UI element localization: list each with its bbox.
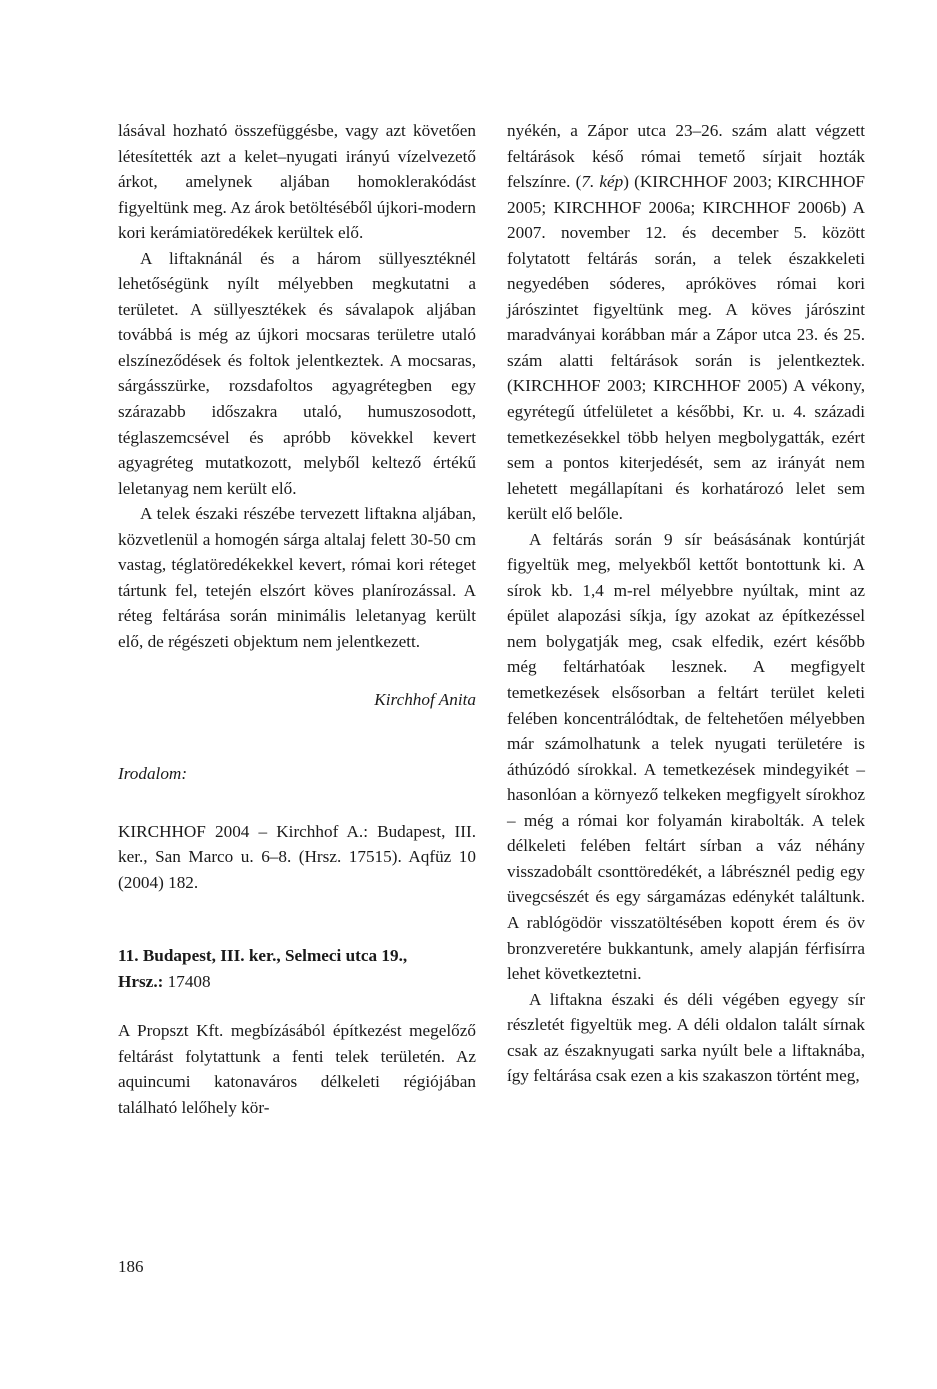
- right-column: [507, 118, 865, 1089]
- left-paragraph-2: A liftaknánál és a három süllyesztéknél lehetőségünk nyílt mélyebben megkutatni a területet. A süllyesztékek és sávalapok aljában továbbá is még az újkori mocsaras területre utaló elszíneződések és foltok jelentkeztek. A mocsaras, sárgásszürke, rozsdafoltos agyagrétegben egy szárazabb időszakra utaló, humuszosodott, téglaszemcsével és apróbb kövekkel kevert agyagréteg mutatkozott, melyből keltező értékű leletanyag nem került elő.: [118, 248, 476, 498]
- section-heading: [118, 943, 476, 994]
- author-signature: Kirchhof Anita: [374, 690, 476, 710]
- right-paragraph-2: A feltárás során 9 sír beásásának kontúrját figyeltük meg, melyekből kettőt bontottunk ki. A sírok kb. 1,4 m-rel mélyebbre nyúltak, mint az épület alapozási síkja, így azokat az építkezéssel nem bolygatják meg, csak elfedik, ezért később még feltárhatóak lesznek. A megfigyelt temetkezések elsősorban a feltárt terület keleti felében koncentrálódtak, de feltehetően mélyebben már számolhatunk a telek nyugati területére is áthúzódó sírokkal. A temetkezések mindegyikét – hasonlóan a környező telkeken megfigyelt sírokhoz – még a római kor folyamán kirabolták. A telek délkeleti felében feltárt sírban a váz néhány visszadobált csonttöredékét, a lábrésznél pedig egy üvegcsészét és egy sárgamázas edénykét találtunk. A rablógödör visszatöltésében kopott érem és öv bronzveretére bukkantunk, amely alapján férfisírra lehet következtetni.: [507, 529, 865, 984]
- reference-entry: KIRCHHOF 2004 – Kirchhof A.: Budapest, III. ker., San Marco u. 6–8. (Hrsz. 17515). Aqfüz 10 (2004) 182.: [118, 821, 476, 892]
- right-paragraph-3: A liftakna északi és déli végében egyegy sír részletét figyeltük meg. A déli oldalon talált sírnak csak az északnyugati sarka nyúlt bele a liftaknába, így feltárása csak ezen a kis szakaszon történt meg,: [507, 989, 865, 1086]
- section-hrsz-value: 17408: [167, 971, 211, 991]
- left-paragraph-4: A Propszt Kft. megbízásából építkezést megelőző feltárást folytattunk a fenti telek területén. Az aquincumi katonaváros délkeleti régiójában található lelőhely kör-: [118, 1021, 476, 1117]
- right-p1-text-before: nyékén, a Zápor utca 23–26. szám alatt végzett feltárások késő római temető sírjait hozták felszínre. (: [507, 121, 865, 192]
- left-paragraph-3: A telek északi részébe tervezett liftakna aljában, közvetlenül a homogén sárga altalaj felett 30-50 cm vastag, téglatöredékekkel kevert, római kori réteget tártunk fel, tetején elszórt köves planírozással. A réteg feltárása során minimális leletanyag került elő, de régészeti objektum nem jelentkezett.: [118, 504, 476, 651]
- right-paragraph-1: [507, 118, 865, 527]
- left-paragraph-1: lásával hozható összefüggésbe, vagy azt követően létesítették azt a kelet–nyugati irányú vízelvezető árkot, amelynek aljában homoklerakódást figyeltünk meg. Az árok betöltéséből újkori-modern kori kerámiatöredékek kerültek elő.: [118, 121, 476, 243]
- references-heading: Irodalom:: [118, 764, 188, 784]
- section-hrsz-label: Hrsz.:: [118, 971, 164, 991]
- left-column: [118, 118, 476, 1121]
- right-p1-text-after: ) (KIRCHHOF 2003; KIRCHHOF 2005; KIRCHHOF 2006a; KIRCHHOF 2006b) A 2007. november 12. és december 5. között folytatott feltárás során, a telek északkeleti negyedében sóderes, apróköves római kori járószintet figyeltünk meg. A köves járószint maradványai korábban már a Zápor utca 23. és 25. szám alatti feltárások során is jelentkeztek. (KIRCHHOF 2003; KIRCHHOF 2005) A vékony, egyrétegű útfelületet a későbbi, Kr. u. 4. századi temetkezésekkel több helyen megbolygatták, ezért sem a pontos kiterjedését, sem az irányát nem lehetett megállapítani és korhatározó lelet sem került elő belőle.: [507, 172, 865, 524]
- figure-reference: 7. kép: [581, 172, 624, 192]
- page-number: 186: [118, 1257, 144, 1276]
- section-title: 11. Budapest, III. ker., Selmeci utca 19.,: [118, 946, 408, 966]
